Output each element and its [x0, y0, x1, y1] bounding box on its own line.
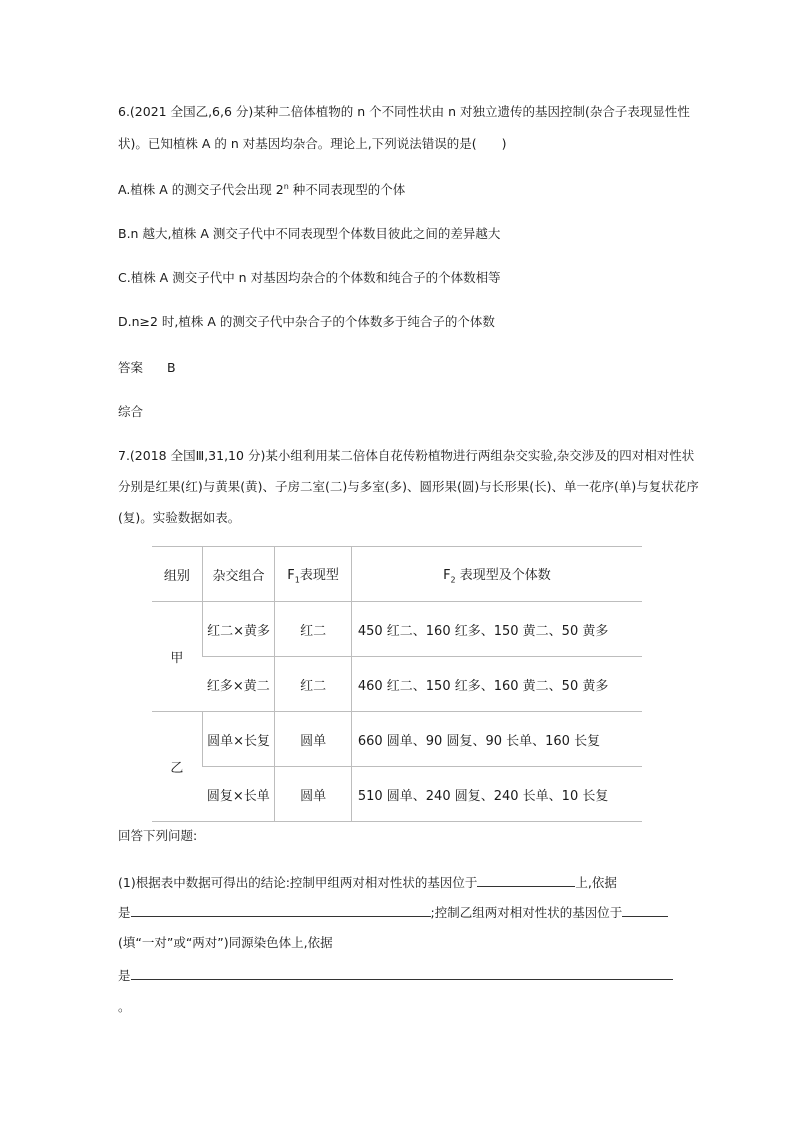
answer-value: B [167, 360, 176, 375]
answer-blank-2[interactable] [131, 903, 431, 917]
f1-cell: 红二 [275, 657, 352, 712]
q6-option-b: B.n 越大,植株 A 测交子代中不同表现型个体数目彼此之间的差异越大 [118, 226, 501, 241]
q7-sub1-end: 。 [118, 999, 131, 1014]
q7-sub1-text: 上,依据 [575, 875, 617, 890]
q6-option-c: C.植株 A 测交子代中 n 对基因均杂合的个体数和纯合子的个体数相等 [118, 270, 501, 285]
q6-stem-line1: 6.(2021 全国乙,6,6 分)某种二倍体植物的 n 个不同性状由 n 对独立遗传的基因控制(杂合子表现显性性 [118, 104, 690, 119]
q7-sub1-line1 [118, 873, 617, 892]
q7-sub1-line3: (填“一对”或“两对”)同源染色体上,依据 [118, 935, 333, 950]
q6-option-d: D.n≥2 时,植株 A 的测交子代中杂合子的个体数多于纯合子的个体数 [118, 314, 495, 329]
f1-cell: 圆单 [275, 767, 352, 822]
answer-blank-3[interactable] [622, 903, 668, 917]
q6-option-a-text-end: 种不同表现型的个体 [288, 182, 406, 197]
q7-prompt: 回答下列问题: [118, 828, 198, 843]
answer-blank-1[interactable] [477, 873, 575, 887]
f1-cell: 红二 [275, 602, 352, 657]
group-cell-jia: 甲 [152, 602, 202, 712]
table-header-row [152, 547, 642, 602]
group-cell-yi: 乙 [152, 712, 202, 822]
cross-data-table [152, 546, 642, 822]
q7-sub1-text: 是 [118, 968, 131, 983]
q7-sub1-text: 是 [118, 905, 131, 920]
cross-cell: 红二×黄多 [202, 602, 275, 657]
table-row [152, 657, 642, 712]
f2-cell: 660 圆单、90 圆复、90 长单、160 长复 [351, 712, 642, 767]
header-cross: 杂交组合 [202, 547, 275, 602]
q7-sub1-line4 [118, 966, 673, 985]
f2-cell: 510 圆单、240 圆复、240 长单、10 长复 [351, 767, 642, 822]
q7-stem-line1: 7.(2018 全国Ⅲ,31,10 分)某小组利用某二倍体自花传粉植物进行两组杂交实验,杂交涉及的四对相对性状 [118, 448, 695, 463]
q7-sub1-text: ;控制乙组两对相对性状的基因位于 [430, 905, 623, 920]
cross-cell: 红多×黄二 [202, 657, 275, 712]
q7-stem-line2: 分别是红果(红)与黄果(黄)、子房二室(二)与多室(多)、圆形果(圆)与长形果(长)、单一花序(单)与复状花序 [118, 479, 699, 494]
header-f1: $F_1$表现型 [275, 547, 352, 602]
table-row [152, 602, 642, 657]
section-label: 综合 [118, 404, 144, 419]
cross-cell: 圆单×长复 [202, 712, 275, 767]
answer-blank-4[interactable] [131, 966, 673, 980]
q6-option-a [118, 181, 405, 199]
q7-stem-line3: (复)。实验数据如表。 [118, 510, 241, 525]
q7-sub1-text: (1)根据表中数据可得出的结论:控制甲组两对相对性状的基因位于 [118, 875, 478, 890]
answer-label: 答案 [118, 360, 144, 375]
q6-option-a-text: A.植株 A 的测交子代会出现 2 [118, 182, 284, 197]
table-row [152, 767, 642, 822]
header-group: 组别 [152, 547, 202, 602]
header-f2: $F_2$ 表现型及个体数 [351, 547, 642, 602]
table-row [152, 712, 642, 767]
q7-sub1-line2 [118, 903, 668, 922]
f1-cell: 圆单 [275, 712, 352, 767]
cross-cell: 圆复×长单 [202, 767, 275, 822]
q6-stem-line2: 状)。已知植株 A 的 n 对基因均杂合。理论上,下列说法错误的是( ) [118, 136, 507, 151]
q6-option-a-exponent: n [283, 182, 289, 191]
f2-cell: 450 红二、160 红多、150 黄二、50 黄多 [351, 602, 642, 657]
q6-answer [118, 359, 176, 377]
f2-cell: 460 红二、150 红多、160 黄二、50 黄多 [351, 657, 642, 712]
